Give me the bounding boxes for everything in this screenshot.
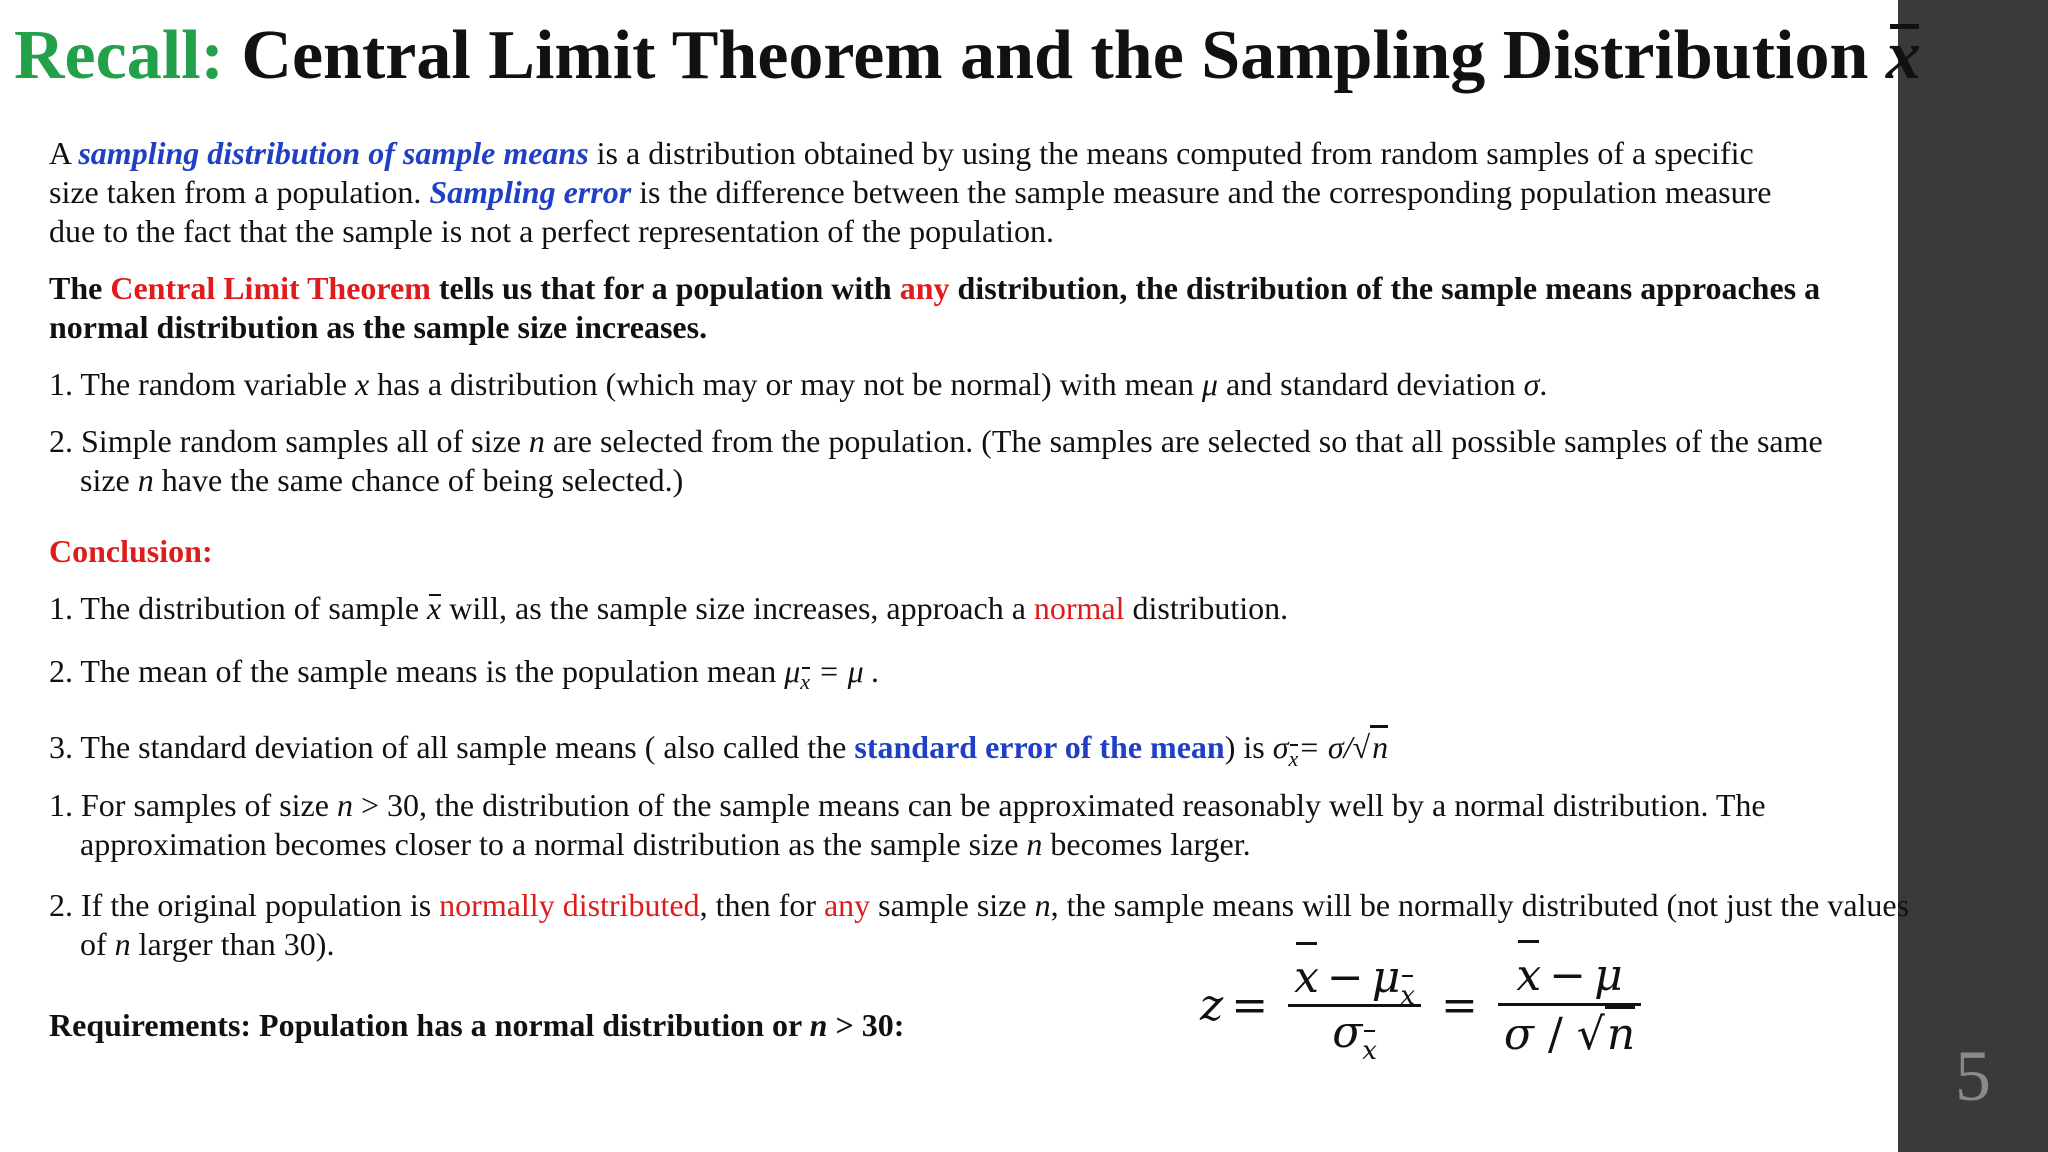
- sqrt-symbol: √: [1576, 1008, 1605, 1060]
- right-sidebar-bar: [1898, 0, 2048, 1152]
- condition-2: 2. Simple random samples all of size n are selected from the population. (The samples are selected so that all possible samples of the same size n have the same chance of being selected.): [49, 423, 1823, 498]
- note-1: 1. For samples of size n > 30, the distribution of the sample means can be approximated reasonably well by a normal distribution. The approximation becomes closer to a normal distribution as the sample size n becomes larger.: [49, 786, 1766, 862]
- conclusion-item-1: 1. The distribution of sample x will, as the sample size increases, approach a normal distribution.: [49, 590, 1289, 626]
- condition-1: 1. The random variable x has a distribution (which may or may not be normal) with mean μ and standard deviation σ.: [49, 366, 1548, 402]
- title-main: Central Limit Theorem and the Sampling Distribution: [241, 17, 1869, 94]
- xbar-symbol: x: [427, 590, 442, 626]
- title-xbar-symbol: x: [1886, 16, 1921, 97]
- z-fraction-1: $\frac{x - \mu x}{\sigma x}$: [1288, 952, 1421, 1061]
- standard-error-term: standard error of the mean: [854, 729, 1225, 766]
- slide-title: [14, 16, 1921, 97]
- term-sampling-distribution: sampling distribution of sample means: [78, 135, 589, 171]
- conclusion-item-2: 2. The mean of the sample means is the population mean $\mu_x = \mu$ .: [49, 652, 1879, 701]
- note-2: 2. If the original population is normally distributed, then for any sample size n, the sample means will be normally distributed (not just the values of n larger than 30).: [49, 886, 1910, 962]
- clt-name: Central Limit Theorem: [110, 270, 431, 306]
- z-fraction-2: $\frac{x - \mu}{\sigma / √n}$: [1498, 950, 1641, 1062]
- conclusion-item-3: 3. The standard deviation of all sample means ( also called the standard error of the mean) is $\sigma_x= \sigma/√n$: [49, 725, 1879, 777]
- clt-any: any: [899, 270, 950, 306]
- definition-paragraph: A sampling distribution of sample means is a distribution obtained by using the means computed from random samples of a specific size taken from a population. Sampling error is the difference between the sample measure and the corresponding population measure due to the fact that the sample is not a perfect representation of the population.: [49, 135, 1772, 249]
- sqrt-symbol: √: [1352, 729, 1371, 766]
- slide-number: 5: [1955, 1036, 1991, 1116]
- z-score-formula: z = $\frac{x - \mu x}{\sigma x}$ = $\frac{x - \mu}{\sigma / √n}$: [1200, 950, 1653, 1062]
- conclusion-heading: Conclusion:: [49, 533, 213, 569]
- title-recall: Recall:: [14, 17, 224, 94]
- clt-statement: The Central Limit Theorem tells us that for a population with any distribution, the distribution of the sample means approaches a normal distribution as the sample size increases.: [49, 270, 1821, 345]
- requirements-line: Requirements: Population has a normal distribution or n > 30:: [49, 1007, 905, 1043]
- slide-body: [49, 134, 1910, 964]
- term-sampling-error: Sampling error: [429, 174, 632, 210]
